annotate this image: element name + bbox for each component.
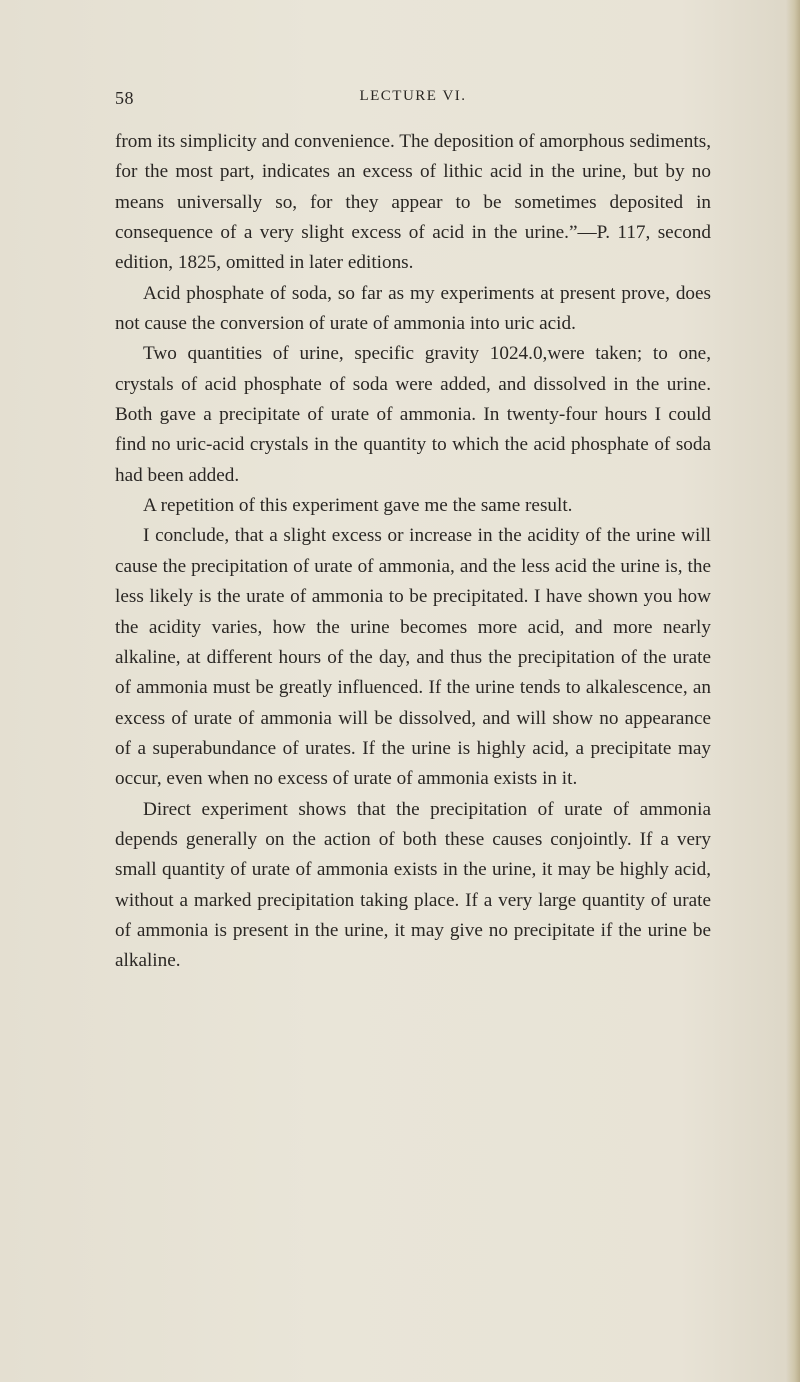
paragraph-repetition: A repetition of this experiment gave me the same result. (143, 495, 573, 517)
paragraph-conclusion: I conclude, that a slight excess or increase in the acidity of the urine will cause the precipitation of urate of ammonia, and the less acid the urine is, the less likely is the urate of ammonia to be precipitated. I have shown you how the acidity varies, how the urine becomes more acid, and more nearly alkaline, at different hours of the day, and thus the precipitation of the urate of ammonia must be greatly influenced. If the urine tends to alkalescence, an excess of urate of ammonia will be dissolved, and will show no appearance of a superabundance of urates. If the urine is highly acid, a precipitate may occur, even when no excess of urate of ammonia exists in it. (115, 525, 711, 790)
paragraph-acid-phosphate: Acid phosphate of soda, so far as my experiments at present prove, does not cause the conversion of urate of ammonia into uric acid. (115, 282, 711, 335)
page-header (115, 88, 711, 114)
paragraph-direct-experiment: Direct experiment shows that the precipitation of urate of ammonia depends generally on the action of both these causes conjointly. If a very small quantity of urate of ammonia exists in the urine, it may be highly acid, without a marked precipitation taking place. If a very large quantity of urate of ammonia is present in the urine, it may give no precipitate if the urine be alkaline. (115, 798, 711, 972)
body-text (115, 127, 711, 977)
paragraph-experiment: Two quantities of urine, specific gravity 1024.0,were taken; to one, crystals of acid phosphate of soda were added, and dissolved in the urine. Both gave a precipitate of urate of ammonia. In twenty-four hours I could find no uric-acid crystals in the quantity to which the acid phosphate of soda had been added. (115, 343, 711, 486)
page-number: 58 (115, 88, 134, 108)
running-head: LECTURE VI. (359, 88, 467, 104)
page-edge-shadow (786, 0, 800, 1382)
paragraph-continuation: from its simplicity and convenience. The deposition of amorphous sediments, for the most part, indicates an excess of lithic acid in the urine, but by no means universally so, for they appear to be sometimes deposited in consequence of a very slight excess of acid in the urine.”—P. 117, second edition, 1825, omitted in later editions. (115, 131, 711, 274)
